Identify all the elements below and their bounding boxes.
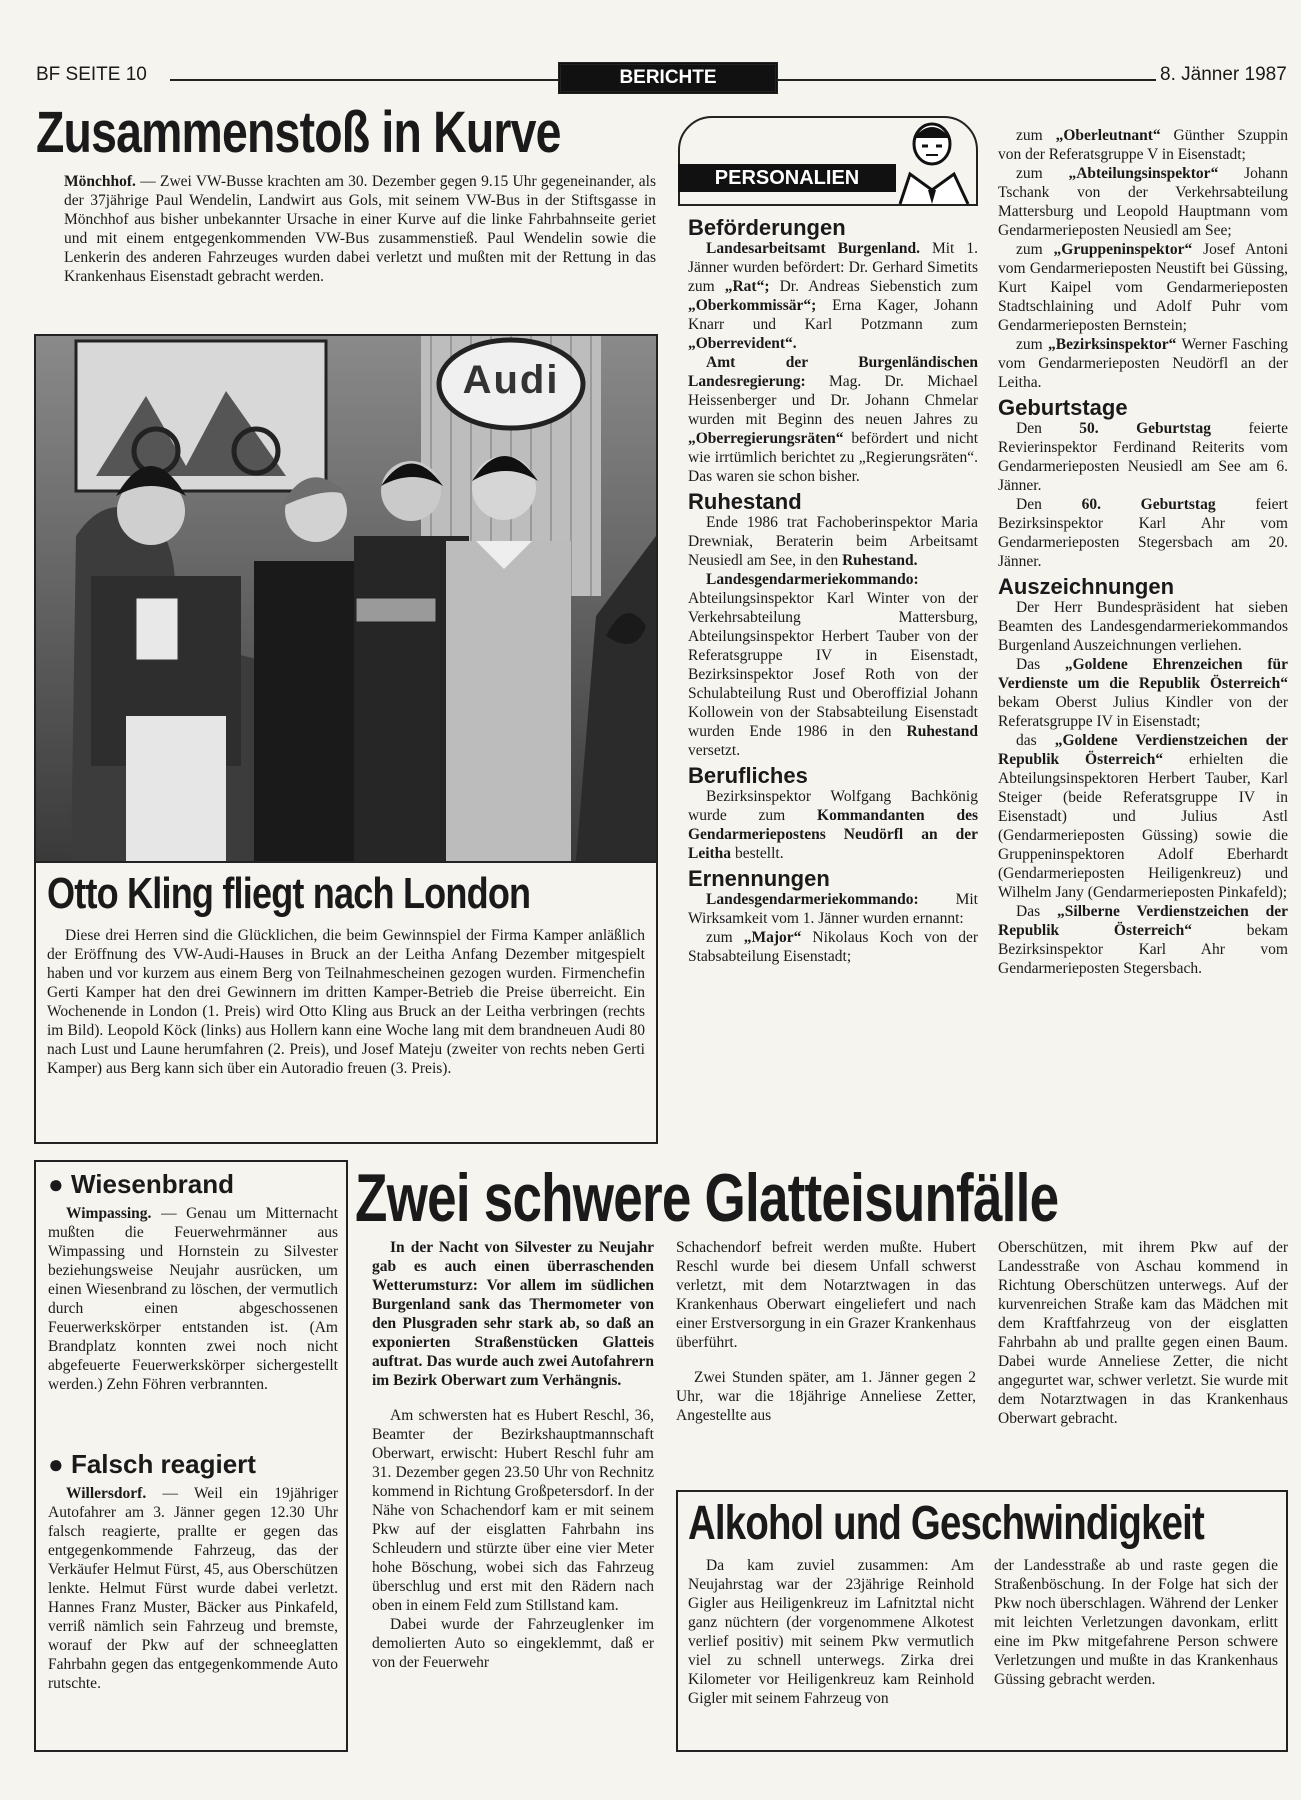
paragraph: Dabei wurde der Fahrzeuglenker im demolierten Auto so eingeklemmt, daß er von der Feuerwehr (372, 1616, 654, 1671)
paragraph: Bezirksinspektor Wolfgang Bachkönig wurde zum Kommandanten des Gendarmeriepostens Neudörfl an der Leitha bestellt. (688, 788, 978, 862)
paragraph: Oberschützen, mit ihrem Pkw auf der Landesstraße von Aschau kommend in Richtung Oberschützen unterwegs. Auf der kurvenreichen Straße kam das Mädchen mit dem Kraftfahrzeug von der eisglatten Fahrbahn ab und prallte gegen einen Baum. Dabei wurde Anneliese Zetter, die nicht angegurtet war, schwer verletzt. Sie wurde mit dem Notarztwagen in das Krankenhaus Oberwart gebracht. (998, 1239, 1288, 1427)
brief-body: Wimpassing. — Genau um Mitternacht mußten die Feuerwehrmänner aus Wimpassing und Hornstein zu Silvester beziehungsweise Neujahr ausrücken, um einen Wiesenbrand zu löschen, der vermutlich durch einen abgeschossenen Feuerwerkskörper entstanden ist. (Am Brandplatz konnten zwei noch nicht abgefeuerte Feuerwerkskörper sichergestellt werden.) Zehn Föhren verbrannten. (48, 1205, 338, 1393)
paragraph: Der Herr Bundespräsident hat sieben Beamten des Landesgendarmeriekommandos Burgenland Auszeichnungen verliehen. (998, 599, 1288, 654)
article-headline-london: Otto Kling fliegt nach London (47, 869, 531, 918)
bullet-icon: ● (48, 1449, 64, 1479)
article-lead: In der Nacht von Silvester zu Neujahr gab es auch einen überraschenden Wetterumsturz: Vor allem im südlichen Burgenland sank das Thermometer von den Plusgraden sehr stark ab, so daß an exponierten Straßenstücken Glatteis auftrat. Das wurde auch zwei Autofahrern im Bezirk Oberwart zum Verhängnis. (372, 1239, 654, 1389)
paragraph: Landesgendarmeriekommando: Abteilungsinspektor Karl Winter von der Verkehrsabteilung Mattersburg, Abteilungsinspektor Herbert Tauber von der Referatsgruppe IV in Eisenstadt, Bezirksinspektor Josef Roth von der Schulabteilung Rust und Oberoffizial Johann Kollowein von der Stabsabteilung Eisenstadt wurden Ende 1986 in den Ruhestand versetzt. (688, 571, 978, 759)
personalien-column-2 (998, 126, 1288, 978)
bullet-icon: ● (48, 1169, 64, 1199)
paragraph: zum „Gruppeninspektor“ Josef Antoni vom Gendarmerieposten Neustift bei Güssing, Kurt Kaipel vom Gendarmerieposten Stadtschlaining und Adolf Puhr vom Gendarmerieposten Bernstein; (998, 241, 1288, 334)
paragraph: zum „Abteilungsinspektor“ Johann Tschank von der Verkehrsabteilung Mattersburg und Leopold Hauptmann vom Gendarmerieposten Neusiedl am See; (998, 165, 1289, 239)
header-rule-right (778, 79, 1156, 81)
personalien-column-1 (688, 212, 978, 966)
paragraph: Ende 1986 trat Fachoberinspektor Maria Drewniak, Beraterin beim Arbeitsamt Neusiedl am See, in den Ruhestand. (688, 514, 978, 569)
paragraph: Schachendorf befreit werden mußte. Hubert Reschl wurde bei diesem Unfall schwerst verletzt, mit dem Notarztwagen in das Krankenhaus Oberwart eingeliefert und nach einer Erstversorgung in ein Grazer Krankenhaus überführt. (676, 1239, 976, 1351)
paragraph: Landesgendarmeriekommando: Mit Wirksamkeit vom 1. Jänner wurden ernannt: (688, 891, 978, 927)
article-alkohol-col2: der Landesstraße ab und raste gegen die Straßenböschung. In der Folge hat sich der Pkw noch überschlagen. Während der Lenker mit leichten Verletzungen davonkam, erlitt eine im Pkw mitgefahrene Person schwere Verletzungen und mußte in das Krankenhaus Güssing gebracht werden. (994, 1557, 1278, 1688)
brief-headline: ● Wiesenbrand (48, 1169, 234, 1199)
photo-illustration (36, 336, 656, 861)
brief-headline: ● Falsch reagiert (48, 1449, 256, 1479)
photo-sign-text: Audi (462, 358, 560, 402)
article-collision-body (64, 172, 656, 286)
heading-befoerderungen: Beförderungen (688, 215, 846, 240)
article-glatteis-col3 (998, 1238, 1288, 1428)
article-london-body: Diese drei Herren sind die Glücklichen, die beim Gewinnspiel der Firma Kamper anläßlich der Eröffnung des VW-Audi-Hauses in Bruck an der Leitha Anfang Dezember mitgespielt haben und vor kurzem aus einem Berg von Teilnahmescheinen gezogen wurden. Firmenchefin Gerti Kamper hat den drei Gewinnern im dritten Kamper-Betrieb die Preise überreicht. Ein Wochenende in London (1. Preis) wird Otto Kling aus Bruck an der Leitha verbringen (rechts im Bild). Leopold Köck (links) aus Hollern kann eine Woche lang mit dem brandneuen Audi 80 nach Lust und Laune herumfahren (2. Preis), und Josef Mateju (zweiter von rechts neben Gerti Kamper) aus Berg kann sich über ein Autoradio freuen (3. Preis). (47, 927, 645, 1077)
news-photo (36, 336, 656, 861)
paragraph: Das „Silberne Verdienstzeichen der Republik Österreich“ bekam Bezirksinspektor Karl Ahr vom Gendarmerieposten Stegersbach. (998, 903, 1289, 977)
article-headline-alkohol: Alkohol und Geschwindigkeit (688, 1497, 1205, 1550)
paragraph: Am schwersten hat es Hubert Reschl, 36, Beamter der Bezirkshauptmannschaft Oberwart, erwischt: Hubert Reschl fuhr am 31. Dezember gegen 23.50 Uhr von Rechnitz kommend in Richtung Großpetersdorf. In der Nähe von Schachendorf kam er mit seinem Pkw auf der eisglatten Fahrbahn ins Schleudern und stürzte über eine vier Meter hohe Böschung, wobei sich das Fahrzeug überschlug und erst mit den Rädern nach oben in einem Feld zum Stillstand kam. (372, 1407, 654, 1614)
photo-caption-rule (36, 861, 656, 863)
heading-ruhestand: Ruhestand (688, 489, 802, 514)
official-figure-icon (892, 116, 978, 206)
paragraph: Den 60. Geburtstag feiert Bezirksinspektor Karl Ahr vom Gendarmerieposten Stegersbach am 20. Jänner. (998, 496, 1289, 570)
brief-falsch-reagiert (48, 1448, 338, 1693)
paragraph: zum „Major“ Nikolaus Koch von der Stabsabteilung Eisenstadt; (688, 929, 979, 965)
paragraph: Zwei Stunden später, am 1. Jänner gegen 2 Uhr, war die 18jährige Anneliese Zetter, Angestellte aus (676, 1369, 976, 1424)
paragraph: zum „Oberleutnant“ Günther Szuppin von der Referatsgruppe V in Eisenstadt; (998, 127, 1289, 163)
paragraph: das „Goldene Verdienstzeichen der Republik Österreich“ erhielten die Abteilungsinspektoren Herbert Tauber, Karl Steiger (beide Referatsgruppe IV in Eisenstadt) und Julius Astl (Gendarmerieposten Güssing) sowie die Gruppeninspektoren Adolf Eberhardt (Gendarmerieposten Heiligenkreuz) und Wilhelm Jany (Gendarmerieposten Pinkafeld); (998, 732, 1288, 901)
brief-body: Willersdorf. — Weil ein 19jähriger Autofahrer am 3. Jänner gegen 12.30 Uhr falsch reagierte, prallte er gegen das entgegenkommende Fahrzeug, das der Verkäufer Helmut Fürst, 45, aus Oberschützen lenkte. Helmut Fürst wurde dabei verletzt. Hannes Franz Muster, Bäcker aus Pinkafeld, verriß nämlich sein Fahrzeug und bremste, worauf der Pkw auf der schneeglatten Fahrbahn gegen das entgegenkommende Auto rutschte. (48, 1485, 339, 1692)
article-headline-collision: Zusammenstoß in Kurve (36, 100, 561, 165)
article-text: — Zwei VW-Busse krachten am 30. Dezember gegen 9.15 Uhr gegeneinander, als der 37jährige Paul Wendelin, Landwirt aus Gols, mit seinem VW-Bus in der Stiftsgasse in Mönchhof aus bisher unbekannter Ursache in einer Kurve auf die linke Fahrbahnseite geriet und mit einem entgegenkommenden VW-Bus zusammenstieß. Paul Wendelin sowie die Lenkerin des anderen Fahrzeuges wurden dabei verletzt und mußten mit der Rettung in das Krankenhaus Eisenstadt gebracht werden. (64, 173, 657, 285)
header-rule-left (170, 79, 558, 81)
heading-berufliches: Berufliches (688, 763, 808, 788)
article-headline-glatteis: Zwei schwere Glatteisunfälle (355, 1160, 1059, 1236)
heading-geburtstage: Geburtstage (998, 395, 1128, 420)
article-glatteis-col2 (676, 1238, 976, 1425)
brief-wiesenbrand (48, 1168, 338, 1394)
paragraph: Das „Goldene Ehrenzeichen für Verdienste um die Republik Österreich“ bekam Oberst Julius Kindler von der Referatsgruppe IV in Eisenstadt; (998, 656, 1288, 730)
page-label: BF SEITE 10 (36, 64, 147, 85)
paragraph: Landesarbeitsamt Burgenland. Mit 1. Jänner wurden befördert: Dr. Gerhard Simetits zum „Rat“; Dr. Andreas Siebenstich zum „Oberkommissär“; Erna Kager, Johann Knarr und Karl Potzmann zum „Oberrevident“. (688, 240, 979, 352)
heading-ernennungen: Ernennungen (688, 866, 830, 891)
paragraph: Amt der Burgenländischen Landesregierung: Mag. Dr. Michael Heissenberger und Dr. Johann Chmelar wurden mit Beginn des neuen Jahres zu „Oberregierungsräten“ befördert und nicht wie irrtümlich berichtet zu „Regierungsräten“. Das waren sie schon bisher. (688, 354, 979, 485)
section-label: BERICHTE (558, 62, 778, 94)
issue-date: 8. Jänner 1987 (1160, 64, 1287, 85)
dateline: Mönchhof. (64, 173, 136, 190)
paragraph: Den 50. Geburtstag feierte Revierinspektor Ferdinand Reiterits vom Gendarmerieposten Neusiedl am See am 6. Jänner. (998, 420, 1289, 494)
personalien-banner: PERSONALIEN (678, 164, 896, 192)
heading-auszeichnungen: Auszeichnungen (998, 574, 1175, 599)
paragraph: zum „Bezirksinspektor“ Werner Fasching vom Gendarmerieposten Neudörfl an der Leitha. (998, 336, 1288, 391)
article-glatteis-col1 (372, 1238, 654, 1672)
article-alkohol-col1: Da kam zuviel zusammen: Am Neujahrstag war der 23jährige Reinhold Gigler aus Heiligenkreuz im Lafnitztal nicht ganz nüchtern (der vorgenommene Alkotest verlief positiv) mit seinem Pkw vermutlich viel zu schnell unterwegs. Zirka drei Kilometer vor Heiligenkreuz kam Reinhold Gigler mit seinem Fahrzeug von (688, 1557, 974, 1707)
